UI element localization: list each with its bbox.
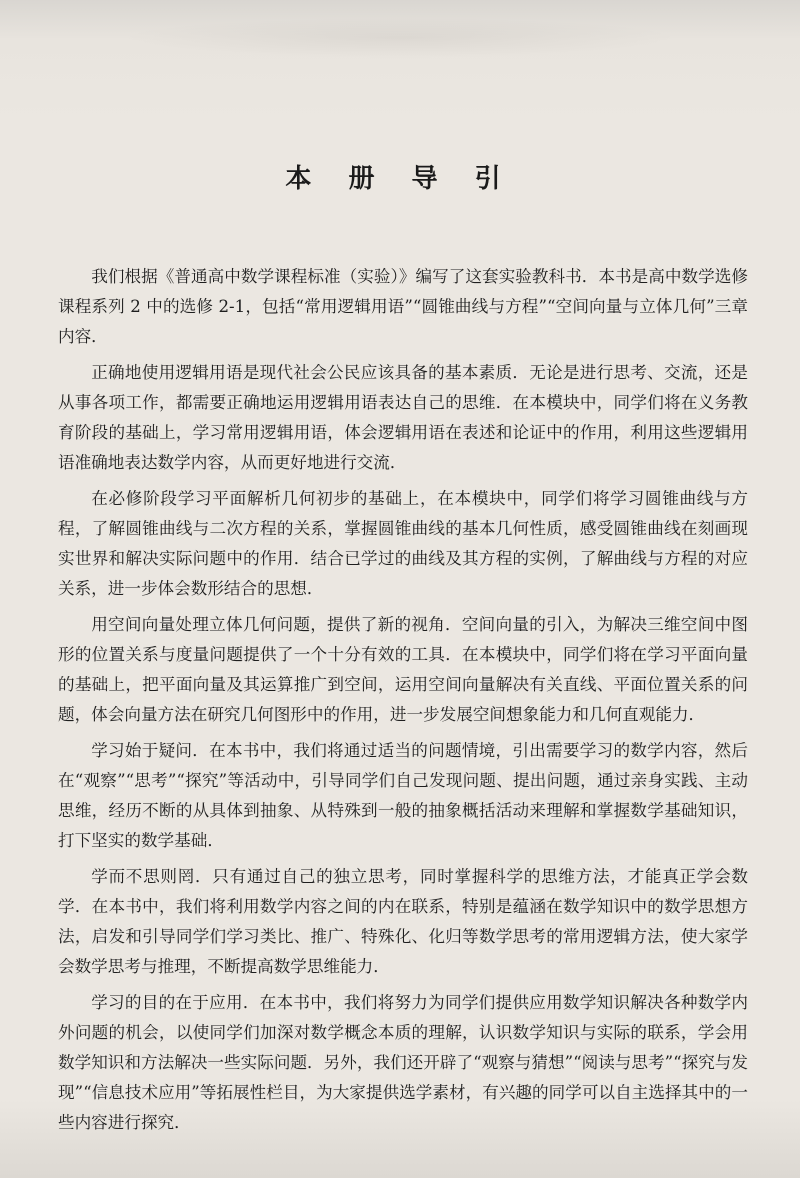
scan-bleed-through	[120, 18, 680, 58]
body-text	[58, 262, 748, 1144]
paragraph-thinking: 学而不思则罔．只有通过自己的独立思考，同时掌握科学的思维方法，才能真正学会数学．在本书中，我们将利用数学内容之间的内在联系，特别是蕴涵在数学知识中的数学思想方法，启发和引导同学们学习类比、推广、特殊化、化归等数学思考的常用逻辑方法，使大家学会数学思考与推理，不断提高数学思维能力．	[58, 867, 748, 976]
paragraph-application: 学习的目的在于应用．在本书中，我们将努力为同学们提供应用数学知识解决各种数学内外问题的机会，以使同学们加深对数学概念本质的理解，认识数学知识与实际的联系，学会用数学知识和方法解决一些实际问题．另外，我们还开辟了“观察与猜想”“阅读与思考”“探究与发现”“信息技术应用”等拓展性栏目，为大家提供选学素材，有兴趣的同学可以自主选择其中的一些内容进行探究．	[58, 993, 748, 1132]
paragraph-logic: 正确地使用逻辑用语是现代社会公民应该具备的基本素质．无论是进行思考、交流，还是从事各项工作，都需要正确地运用逻辑用语表达自己的思维．在本模块中，同学们将在义务教育阶段的基础上，学习常用逻辑用语，体会逻辑用语在表述和论证中的作用，利用这些逻辑用语准确地表达数学内容，从而更好地进行交流．	[58, 363, 748, 472]
page-title: 本 册 导 引	[285, 164, 515, 194]
paragraph-questions: 学习始于疑问．在本书中，我们将通过适当的问题情境，引出需要学习的数学内容，然后在“观察”“思考”“探究”等活动中，引导同学们自己发现问题、提出问题，通过亲身实践、主动思维，经历不断的从具体到抽象、从特殊到一般的抽象概括活动来理解和掌握数学基础知识，打下坚实的数学基础．	[58, 741, 748, 850]
paragraph-intro: 我们根据《普通高中数学课程标准（实验）》编写了这套实验教科书．本书是高中数学选修课程系列 2 中的选修 2-1，包括“常用逻辑用语”“圆锥曲线与方程”“空间向量与立体几何”三章内容．	[58, 267, 748, 346]
paragraph-vectors: 用空间向量处理立体几何问题，提供了新的视角．空间向量的引入，为解决三维空间中图形的位置关系与度量问题提供了一个十分有效的工具．在本模块中，同学们将在学习平面向量的基础上，把平面向量及其运算推广到空间，运用空间向量解决有关直线、平面位置关系的问题，体会向量方法在研究几何图形中的作用，进一步发展空间想象能力和几何直观能力．	[58, 615, 748, 724]
paragraph-conics: 在必修阶段学习平面解析几何初步的基础上，在本模块中，同学们将学习圆锥曲线与方程，了解圆锥曲线与二次方程的关系，掌握圆锥曲线的基本几何性质，感受圆锥曲线在刻画现实世界和解决实际问题中的作用．结合已学过的曲线及其方程的实例，了解曲线与方程的对应关系，进一步体会数形结合的思想．	[58, 489, 748, 598]
